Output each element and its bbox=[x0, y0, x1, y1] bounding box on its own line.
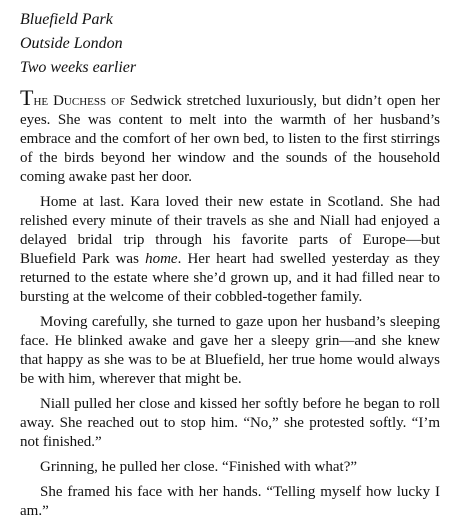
scene-heading bbox=[20, 8, 440, 80]
paragraph-2 bbox=[20, 193, 440, 307]
paragraph-3: Moving carefully, she turned to gaze upon her husband’s sleeping face. He blinked awake and gave her a sleepy grin—and she knew that happy as she was to be at Bluefield, her true home would always be with him, wherever that might be. bbox=[20, 314, 440, 387]
paragraph-2-text-b: . Her heart had swelled yesterday as they returned to the estate where she’d grown up, and it had filled near to bursting at the welcome of their cobbled-together family. bbox=[20, 251, 440, 305]
paragraph-4: Niall pulled her close and kissed her softly before he began to roll away. She reached out to stop him. “No,” she protested softly. “I’m not finished.” bbox=[20, 396, 440, 450]
scene-time: Two weeks earlier bbox=[20, 59, 137, 76]
opening-small-caps: he Duchess of bbox=[33, 93, 126, 109]
scene-region: Outside London bbox=[20, 35, 123, 52]
paragraph-5: Grinning, he pulled her close. “Finished with what?” bbox=[40, 459, 358, 475]
paragraph-6: She framed his face with her hands. “Telling myself how lucky I am.” bbox=[20, 484, 440, 519]
scene-location: Bluefield Park bbox=[20, 11, 113, 28]
drop-cap: T bbox=[20, 85, 34, 110]
paragraph-2-emphasis: home bbox=[145, 251, 178, 267]
paragraph-1-text: Sedwick stretched luxuriously, but didn’t open her eyes. She was content to melt into the warmth of her husband’s embrace and the comfort of her own bed, to listen to the first stirrings of the birds beyond her window and the sounds of the household coming awake past her door. bbox=[20, 93, 440, 185]
paragraph-1 bbox=[20, 85, 440, 187]
paragraph-2-text-a: Home at last. Kara loved their new estate in Scotland. She had relished every minute of their travels as she and Niall had enjoyed a delayed bridal trip through his favorite parts of Europe—but Bluefield Park was bbox=[20, 194, 440, 267]
